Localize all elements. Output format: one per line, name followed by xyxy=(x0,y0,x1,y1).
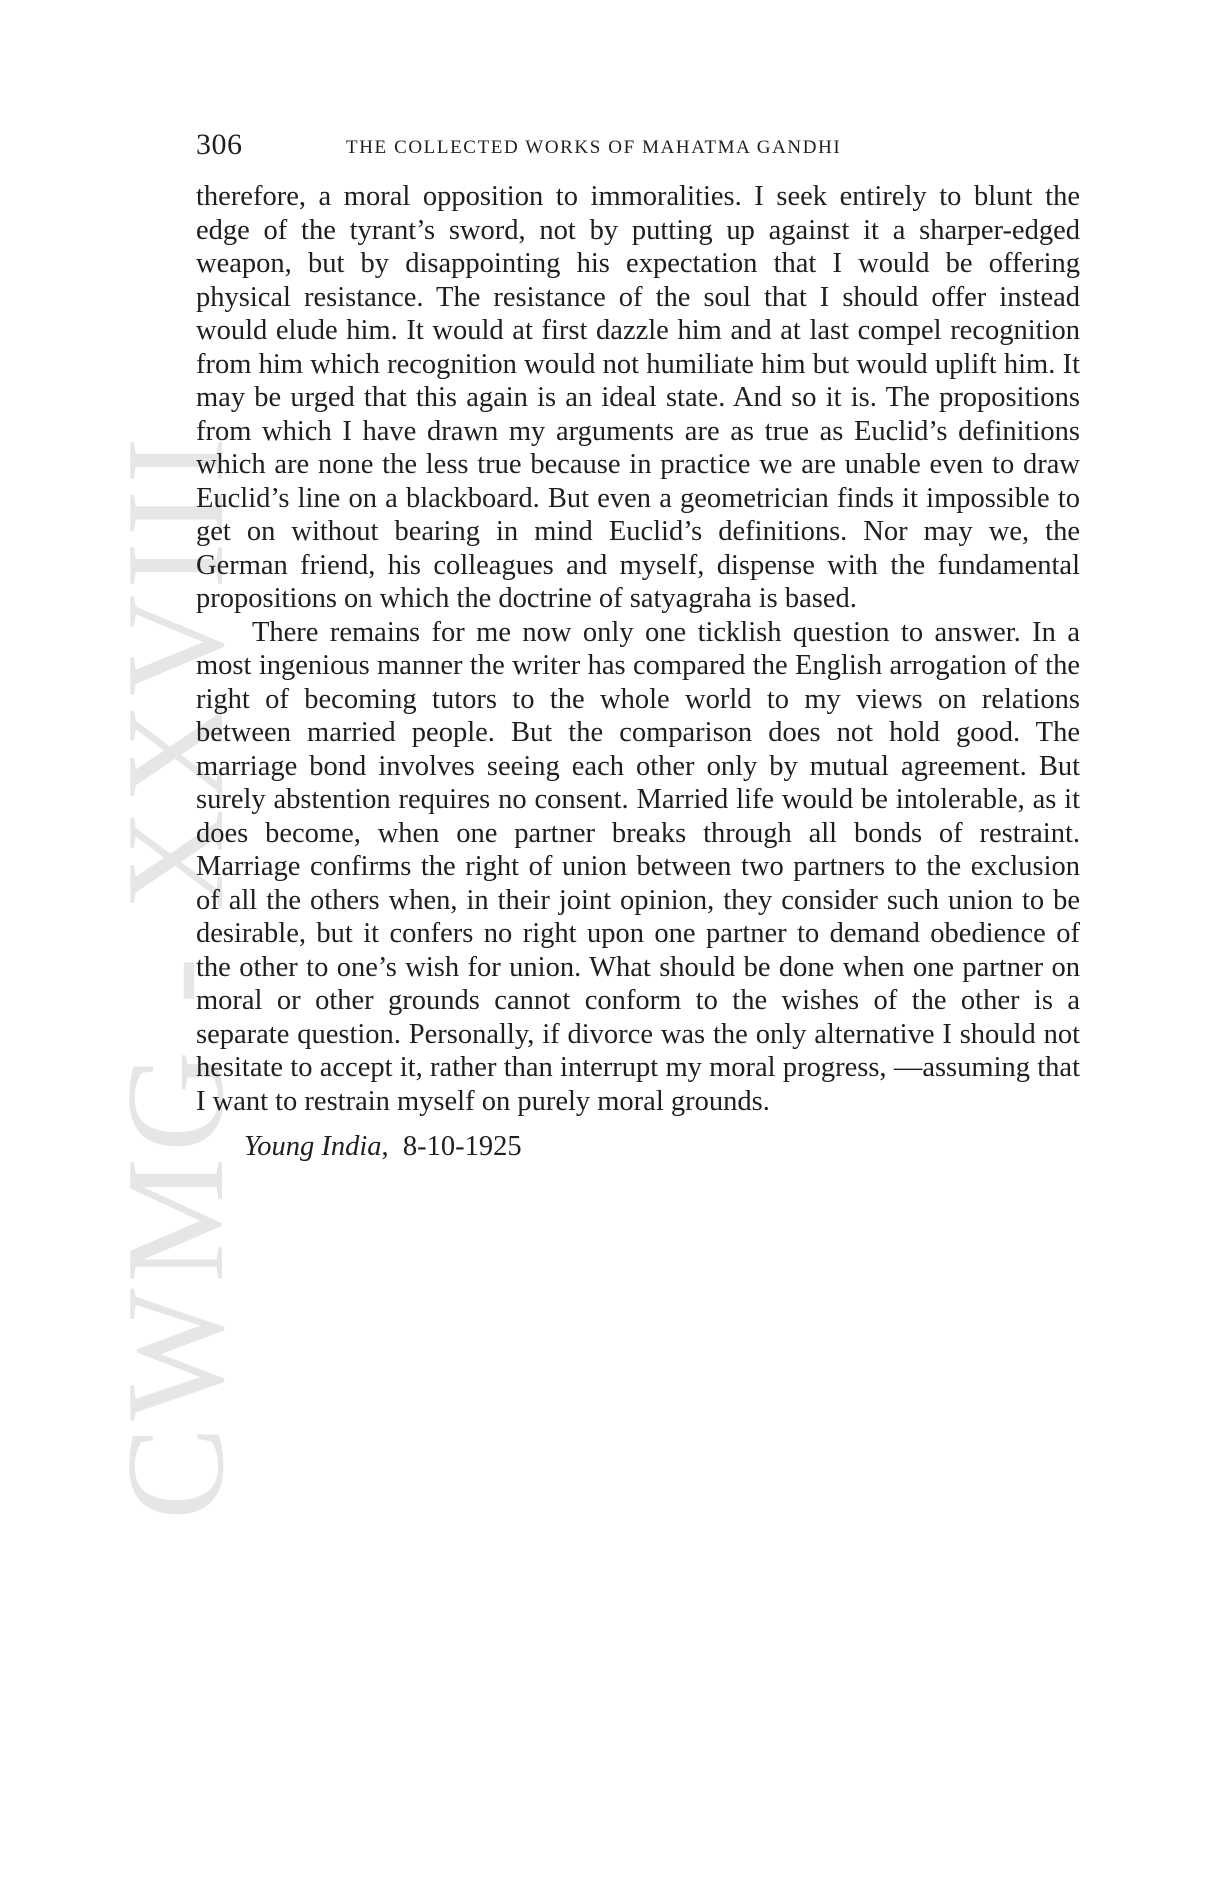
watermark-text: CWMG - XXVIII xyxy=(98,431,253,1520)
source-date: 8-10-1925 xyxy=(402,1131,522,1162)
source-citation xyxy=(196,1130,1080,1164)
page-header xyxy=(196,128,1076,168)
running-head: THE COLLECTED WORKS OF MAHATMA GANDHI xyxy=(346,137,842,158)
paragraph-2: There remains for me now only one ticklish question to answer. In a most ingenious manner the writer has compared the English arrogation of the right of becoming tutors to the whole world to my views on relations between married people. But the comparison does not hold good. The marriage bond involves seeing each other only by mutual agreement. But surely abstention requires no consent. Married life would be intolerable, as it does become, when one partner breaks through all bonds of restraint. Marriage confirms the right of union between two partners to the exclusion of all the others when, in their joint opinion, they consider such union to be desirable, but it confers no right upon one partner to demand obedience of the other to one’s wish for union. What should be done when one partner on moral or other grounds cannot conform to the wishes of the other is a separate question. Personally, if divorce was the only alternative I should not hesitate to accept it, rather than interrupt my moral progress, —assuming that I want to restrain myself on purely moral grounds. xyxy=(196,616,1080,1117)
page-number: 306 xyxy=(196,128,243,161)
source-publication: Young India xyxy=(244,1131,382,1162)
paragraph-1: therefore, a moral opposition to immoralities. I seek entirely to blunt the edge of the tyrant’s sword, not by putting up against it a sharper-edged weapon, but by disappointing his expectation that I would be offering physical resistance. The resistance of the soul that I should offer instead would elude him. It would at first dazzle him and at last compel recognition from him which recognition would not humiliate him but would uplift him. It may be urged that this again is an ideal state. And so it is. The propositions from which I have drawn my arguments are as true as Euclid’s definitions which are none the less true because in practice we are unable even to draw Euclid’s line on a blackboard. But even a geometrician finds it impossible to get on without bearing in mind Euclid’s definitions. Nor may we, the German friend, his colleagues and myself, dispense with the fundamental propositions on which the doctrine of satyagraha is based. xyxy=(196,181,1080,614)
body-text xyxy=(196,180,1080,1164)
source-separator: , xyxy=(381,1131,389,1162)
